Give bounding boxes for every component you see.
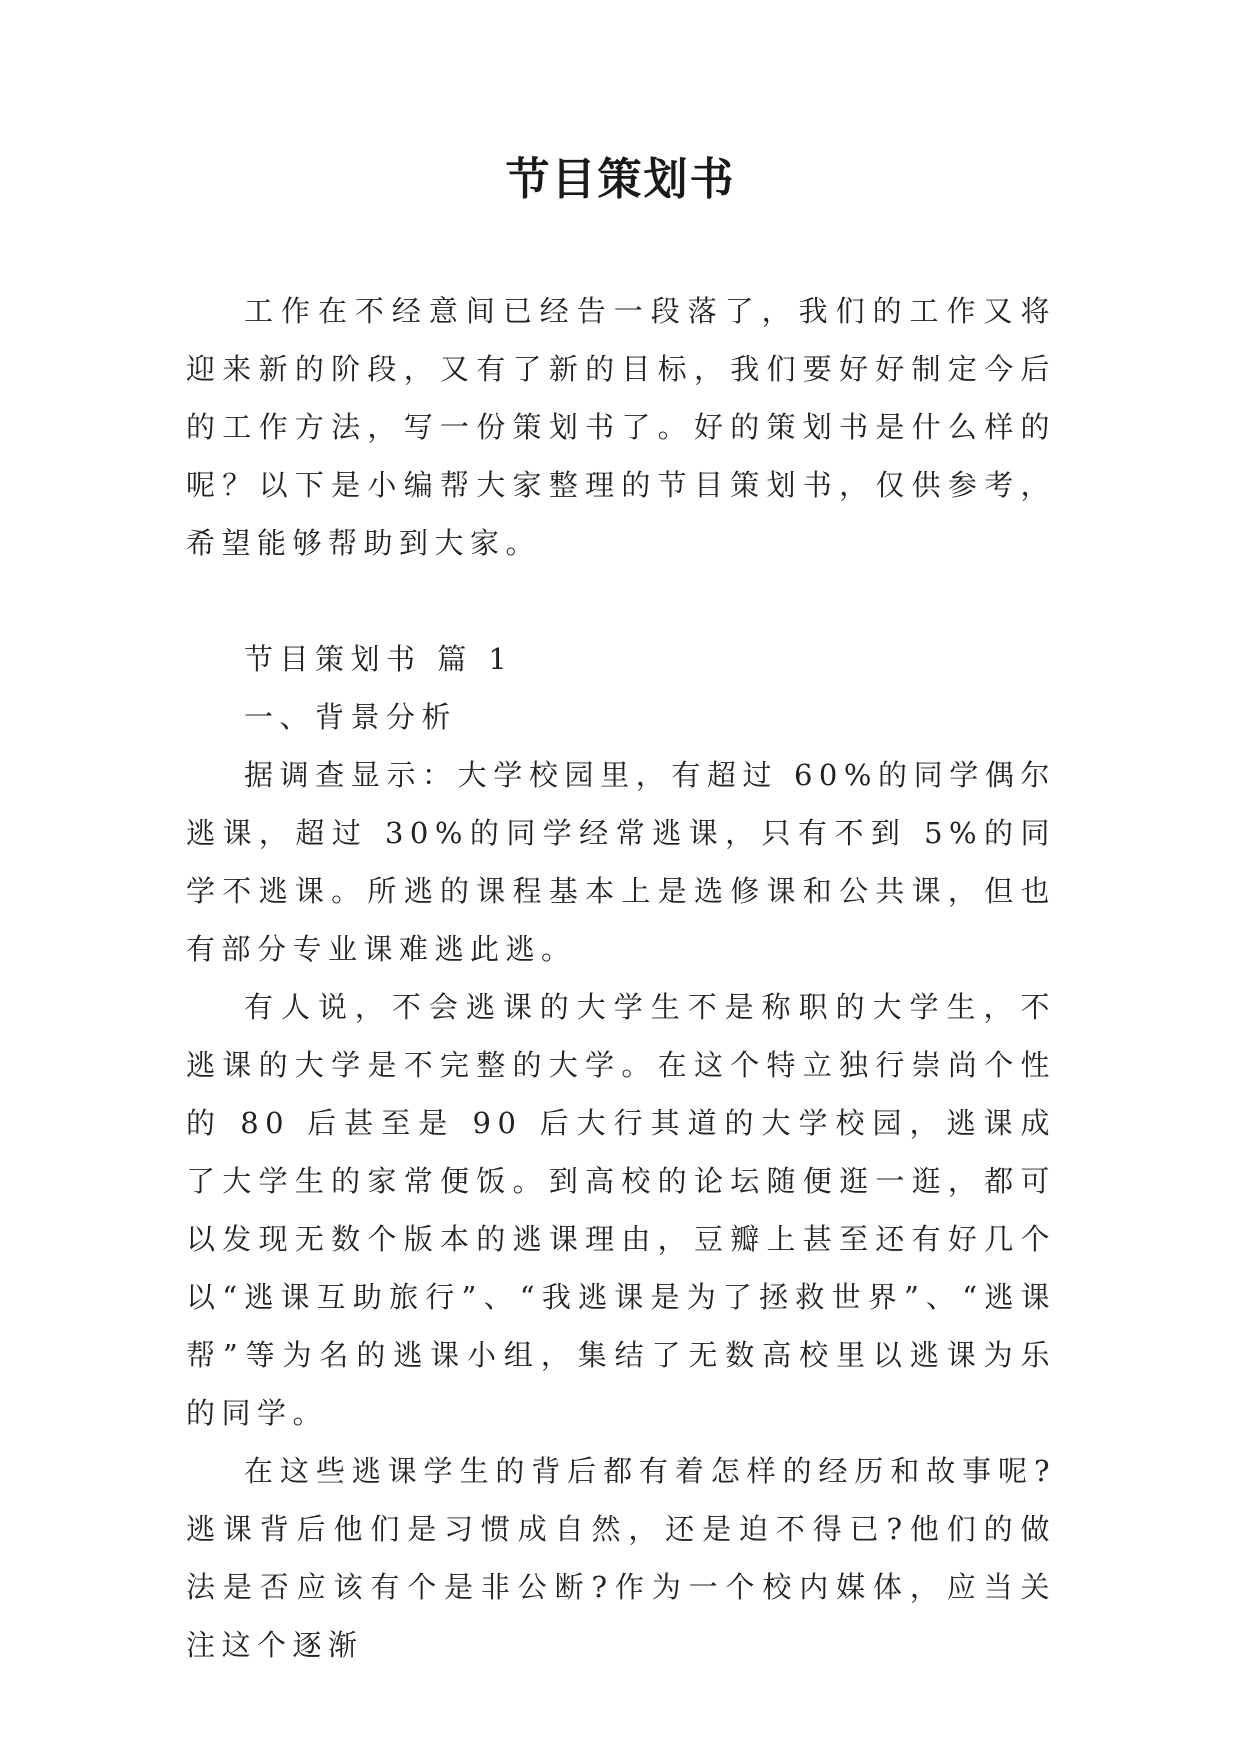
- document-title: 节目策划书: [505, 154, 736, 205]
- body-paragraph: 在这些逃课学生的背后都有着怎样的经历和故事呢?逃课背后他们是习惯成自然，还是迫不得已?他们的做法是否应该有个是非公断?作为一个校内媒体，应当关注这个逐渐: [186, 1454, 1056, 1662]
- intro-paragraph: 工作在不经意间已经告一段落了，我们的工作又将迎来新的阶段，又有了新的目标，我们要好好制定今后的工作方法，写一份策划书了。好的策划书是什么样的呢？以下是小编帮大家整理的节目策划书，仅供参考，希望能够帮助到大家。: [186, 294, 1056, 560]
- subsection-heading: 一、背景分析: [244, 700, 458, 734]
- section-heading: 节目策划书 篇 1: [244, 642, 514, 676]
- document-body: [186, 282, 1056, 1674]
- body-paragraph: 据调查显示：大学校园里，有超过 60%的同学偶尔逃课，超过 30%的同学经常逃课，只有不到 5%的同学不逃课。所逃的课程基本上是选修课和公共课，但也有部分专业课难逃此逃。: [186, 758, 1056, 966]
- body-paragraph: 有人说，不会逃课的大学生不是称职的大学生，不逃课的大学是不完整的大学。在这个特立独行崇尚个性的 80 后甚至是 90 后大行其道的大学校园，逃课成了大学生的家常便饭。到高校的论坛随便逛一逛，都可以发现无数个版本的逃课理由，豆瓣上甚至还有好几个以“逃课互助旅行”、“我逃课是为了拯救世界”、“逃课帮”等为名的逃课小组，集结了无数高校里以逃课为乐的同学。: [186, 990, 1056, 1430]
